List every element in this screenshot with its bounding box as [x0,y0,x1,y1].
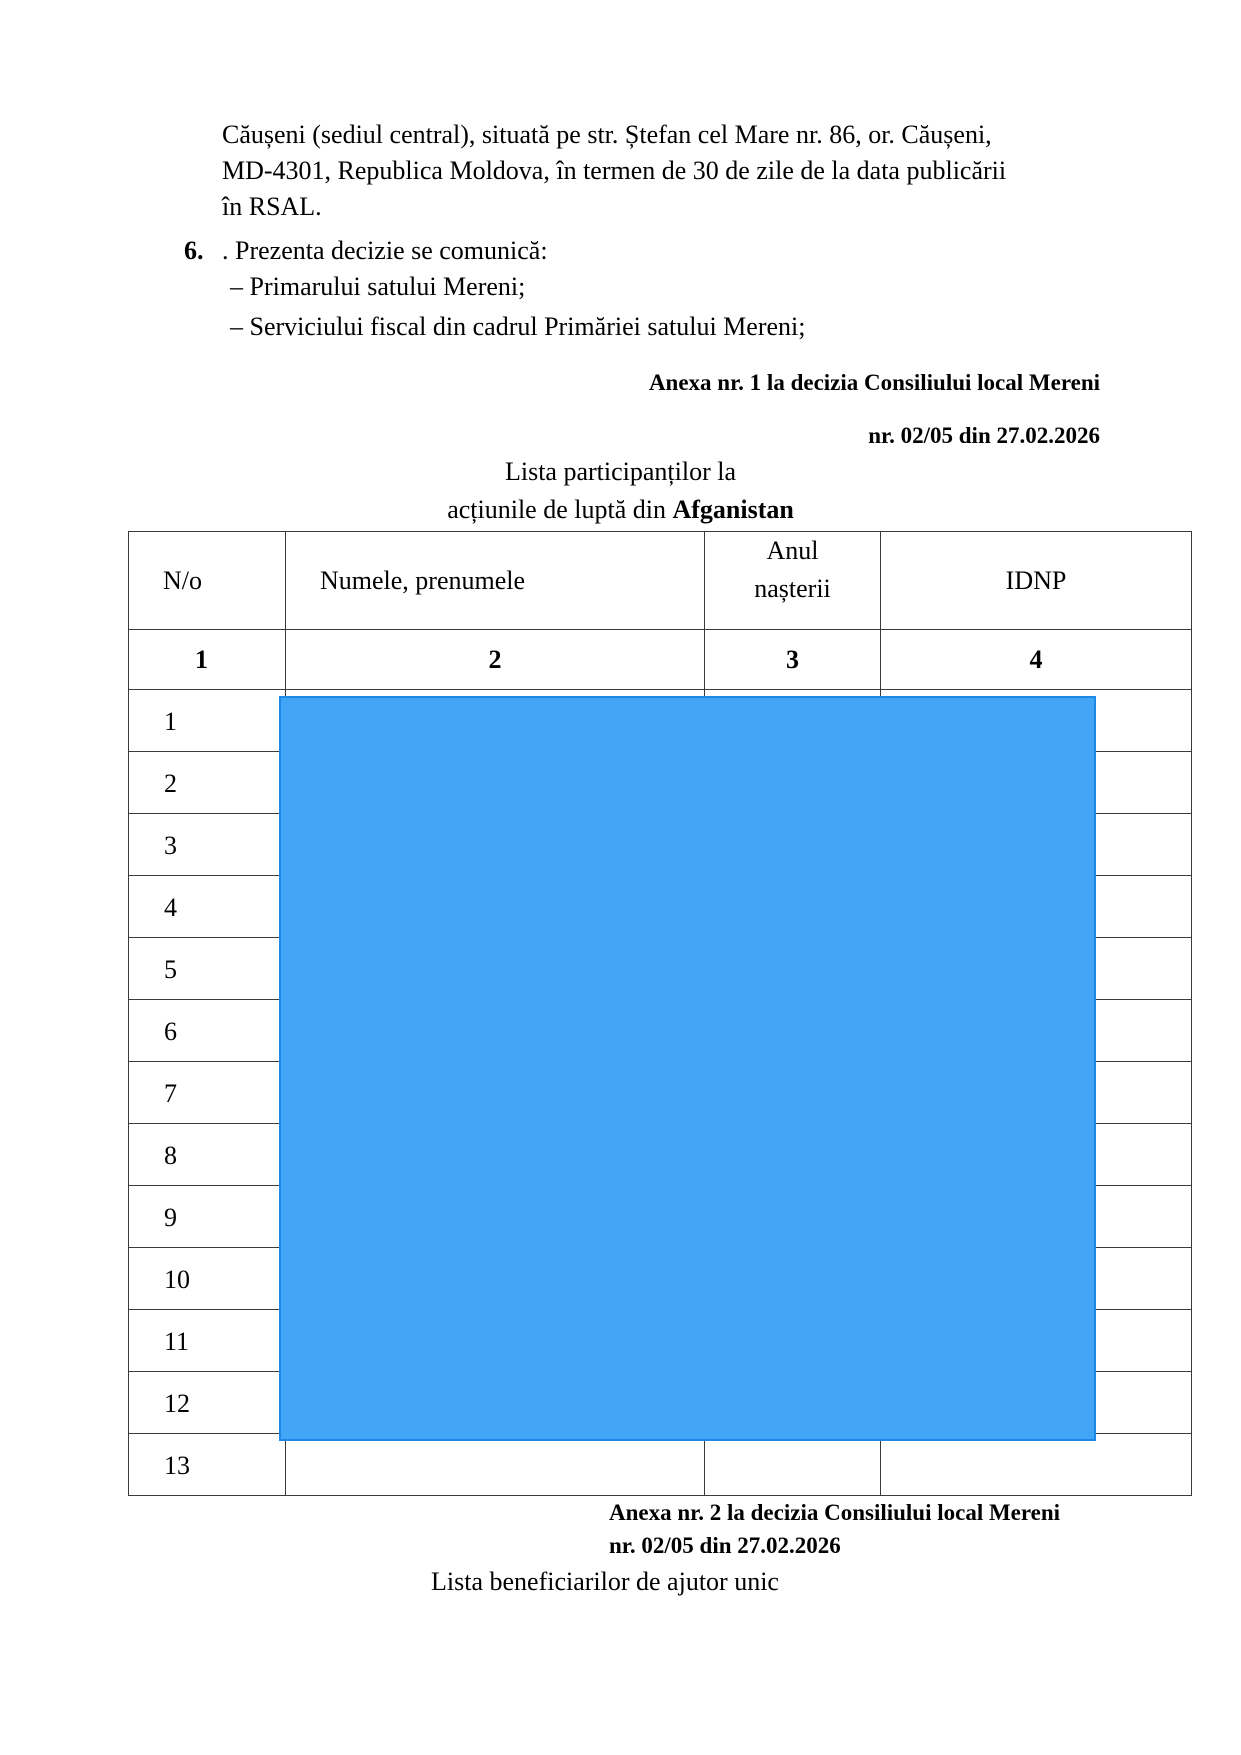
row-number: 13 [129,1434,286,1496]
item-6 [184,233,548,269]
column-number: 4 [881,630,1192,690]
row-number: 7 [129,1062,286,1124]
list-title-country: Afganistan [672,495,794,524]
row-number: 5 [129,938,286,1000]
header-birth-year-line-1: Anul [766,536,819,565]
row-number: 11 [129,1310,286,1372]
list-title-line-1: Lista participanților la [504,457,737,486]
idnp-cell [881,1434,1192,1496]
column-number: 2 [286,630,705,690]
table-header-row [129,532,1192,630]
annex-1-decision-number: nr. 02/05 din 27.02.2026 [868,423,1100,448]
row-number: 8 [129,1124,286,1186]
row-number: 9 [129,1186,286,1248]
name-cell [286,1434,705,1496]
item-6-number: 6. [184,236,204,265]
row-number: 12 [129,1372,286,1434]
column-number-row [129,630,1192,690]
column-number: 1 [129,630,286,690]
row-number: 2 [129,752,286,814]
annex-2-decision-number: nr. 02/05 din 27.02.2026 [609,1533,841,1558]
annex-2-list-title: Lista beneficiarilor de ajutor unic [431,1567,779,1596]
annex-1-list-title [0,453,1241,529]
annex-2-heading: Anexa nr. 2 la decizia Consiliului local Mereni [609,1500,1061,1525]
row-number: 3 [129,814,286,876]
header-birth-year [705,532,881,630]
table-row [129,1434,1192,1496]
recipient-fiscal-service: – Serviciului fiscal din cadrul Primăriei satului Mereni; [230,312,806,341]
paragraph-line: MD-4301, Republica Moldova, în termen de 30 de zile de la data publicării [222,156,1007,185]
item-6-text: . Prezenta decizie se comunică: [222,236,548,265]
birth-year-cell [705,1434,881,1496]
row-number: 6 [129,1000,286,1062]
annex-1-heading: Anexa nr. 1 la decizia Consiliului local Mereni [648,370,1100,395]
paragraph-line: Căușeni (sediul central), situată pe str. Ștefan cel Mare nr. 86, or. Căușeni, [222,120,992,149]
header-idnp: IDNP [881,532,1192,630]
row-number: 1 [129,690,286,752]
column-number: 3 [705,630,881,690]
legal-paragraph [222,117,1102,225]
row-number: 4 [129,876,286,938]
row-number: 10 [129,1248,286,1310]
list-title-prefix: acțiunile de luptă din [447,495,673,524]
header-name: Numele, prenumele [286,532,705,630]
list-title-line-2 [0,491,1241,529]
paragraph-line: în RSAL. [222,192,322,221]
header-number: N/o [129,532,286,630]
redaction-box [279,696,1096,1441]
header-birth-year-line-2: nașterii [754,574,831,603]
recipient-mayor: – Primarului satului Mereni; [230,272,526,301]
